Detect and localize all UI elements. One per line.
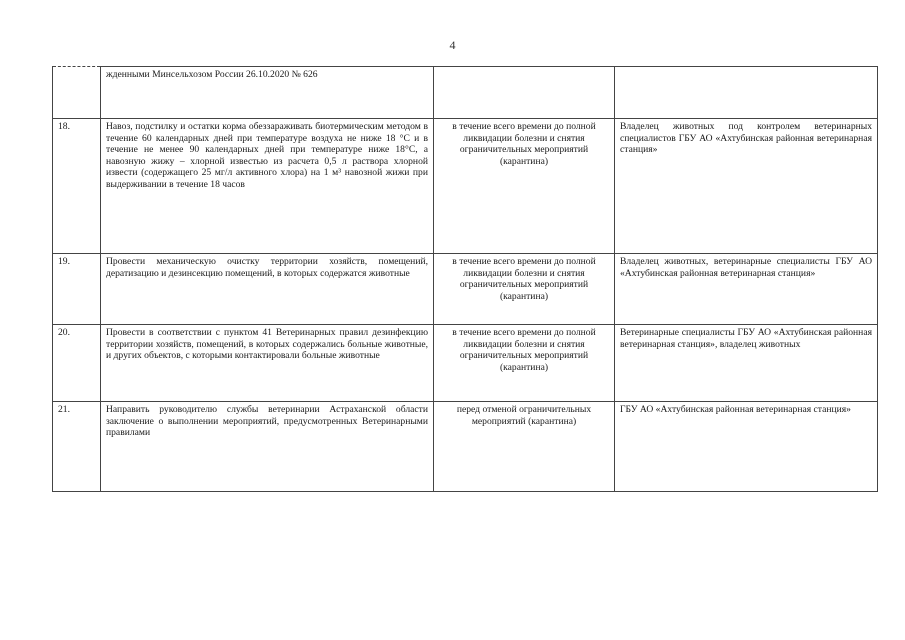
responsible-cell: Владелец животных, ветеринарные специалисты ГБУ АО «Ахтубинская районная ветеринарная станция» <box>615 254 878 325</box>
row-number-cell: 18. <box>53 119 101 254</box>
term-cell <box>434 67 615 119</box>
table-row-continuation <box>53 67 878 119</box>
term-cell: в течение всего времени до полной ликвидации болезни и снятия ограничительных мероприятий (карантина) <box>434 119 615 254</box>
term-cell: в течение всего времени до полной ликвидации болезни и снятия ограничительных мероприятий (карантина) <box>434 325 615 402</box>
term-cell: перед отменой ограничительных мероприятий (карантина) <box>434 402 615 492</box>
table-row <box>53 254 878 325</box>
responsible-cell: ГБУ АО «Ахтубинская районная ветеринарная станция» <box>615 402 878 492</box>
responsible-cell: Ветеринарные специалисты ГБУ АО «Ахтубинская районная ветеринарная станция», владелец животных <box>615 325 878 402</box>
table-row <box>53 402 878 492</box>
measure-cell: Провести механическую очистку территории хозяйств, помещений, дератизацию и дезинсекцию помещений, в которых содержатся животные <box>101 254 434 325</box>
row-number-cell: 20. <box>53 325 101 402</box>
page-number: 4 <box>449 38 456 52</box>
table-row <box>53 325 878 402</box>
term-cell: в течение всего времени до полной ликвидации болезни и снятия ограничительных мероприятий (карантина) <box>434 254 615 325</box>
measure-cell: Провести в соответствии с пунктом 41 Ветеринарных правил дезинфекцию территории хозяйств, помещений, в которых содержались больные животные, и других объектов, с которыми контактировали больные животные <box>101 325 434 402</box>
measure-cell: жденными Минсельхозом России 26.10.2020 № 626 <box>101 67 434 119</box>
responsible-cell: Владелец животных под контролем ветеринарных специалистов ГБУ АО «Ахтубинская районная ветеринарная станция» <box>615 119 878 254</box>
measure-cell: Навоз, подстилку и остатки корма обеззараживать биотермическим методом в течение 60 календарных дней при температуре воздуха не ниже 18 °С и в течение не менее 90 календарных дней при температуре ниже 18°С, а навозную жижу – хлорной известью из расчета 0,5 л раствора хлорной извести (содержащего 25 мг/л активного хлора) на 1 м³ навозной жижи при выдерживании в течение 18 часов <box>101 119 434 254</box>
row-number-cell: 19. <box>53 254 101 325</box>
measure-cell: Направить руководителю службы ветеринарии Астраханской области заключение о выполнении мероприятий, предусмотренных Ветеринарными правилами <box>101 402 434 492</box>
responsible-cell <box>615 67 878 119</box>
row-number-cell: 21. <box>53 402 101 492</box>
row-number-cell <box>53 67 101 119</box>
measures-table <box>52 66 878 492</box>
table-row <box>53 119 878 254</box>
